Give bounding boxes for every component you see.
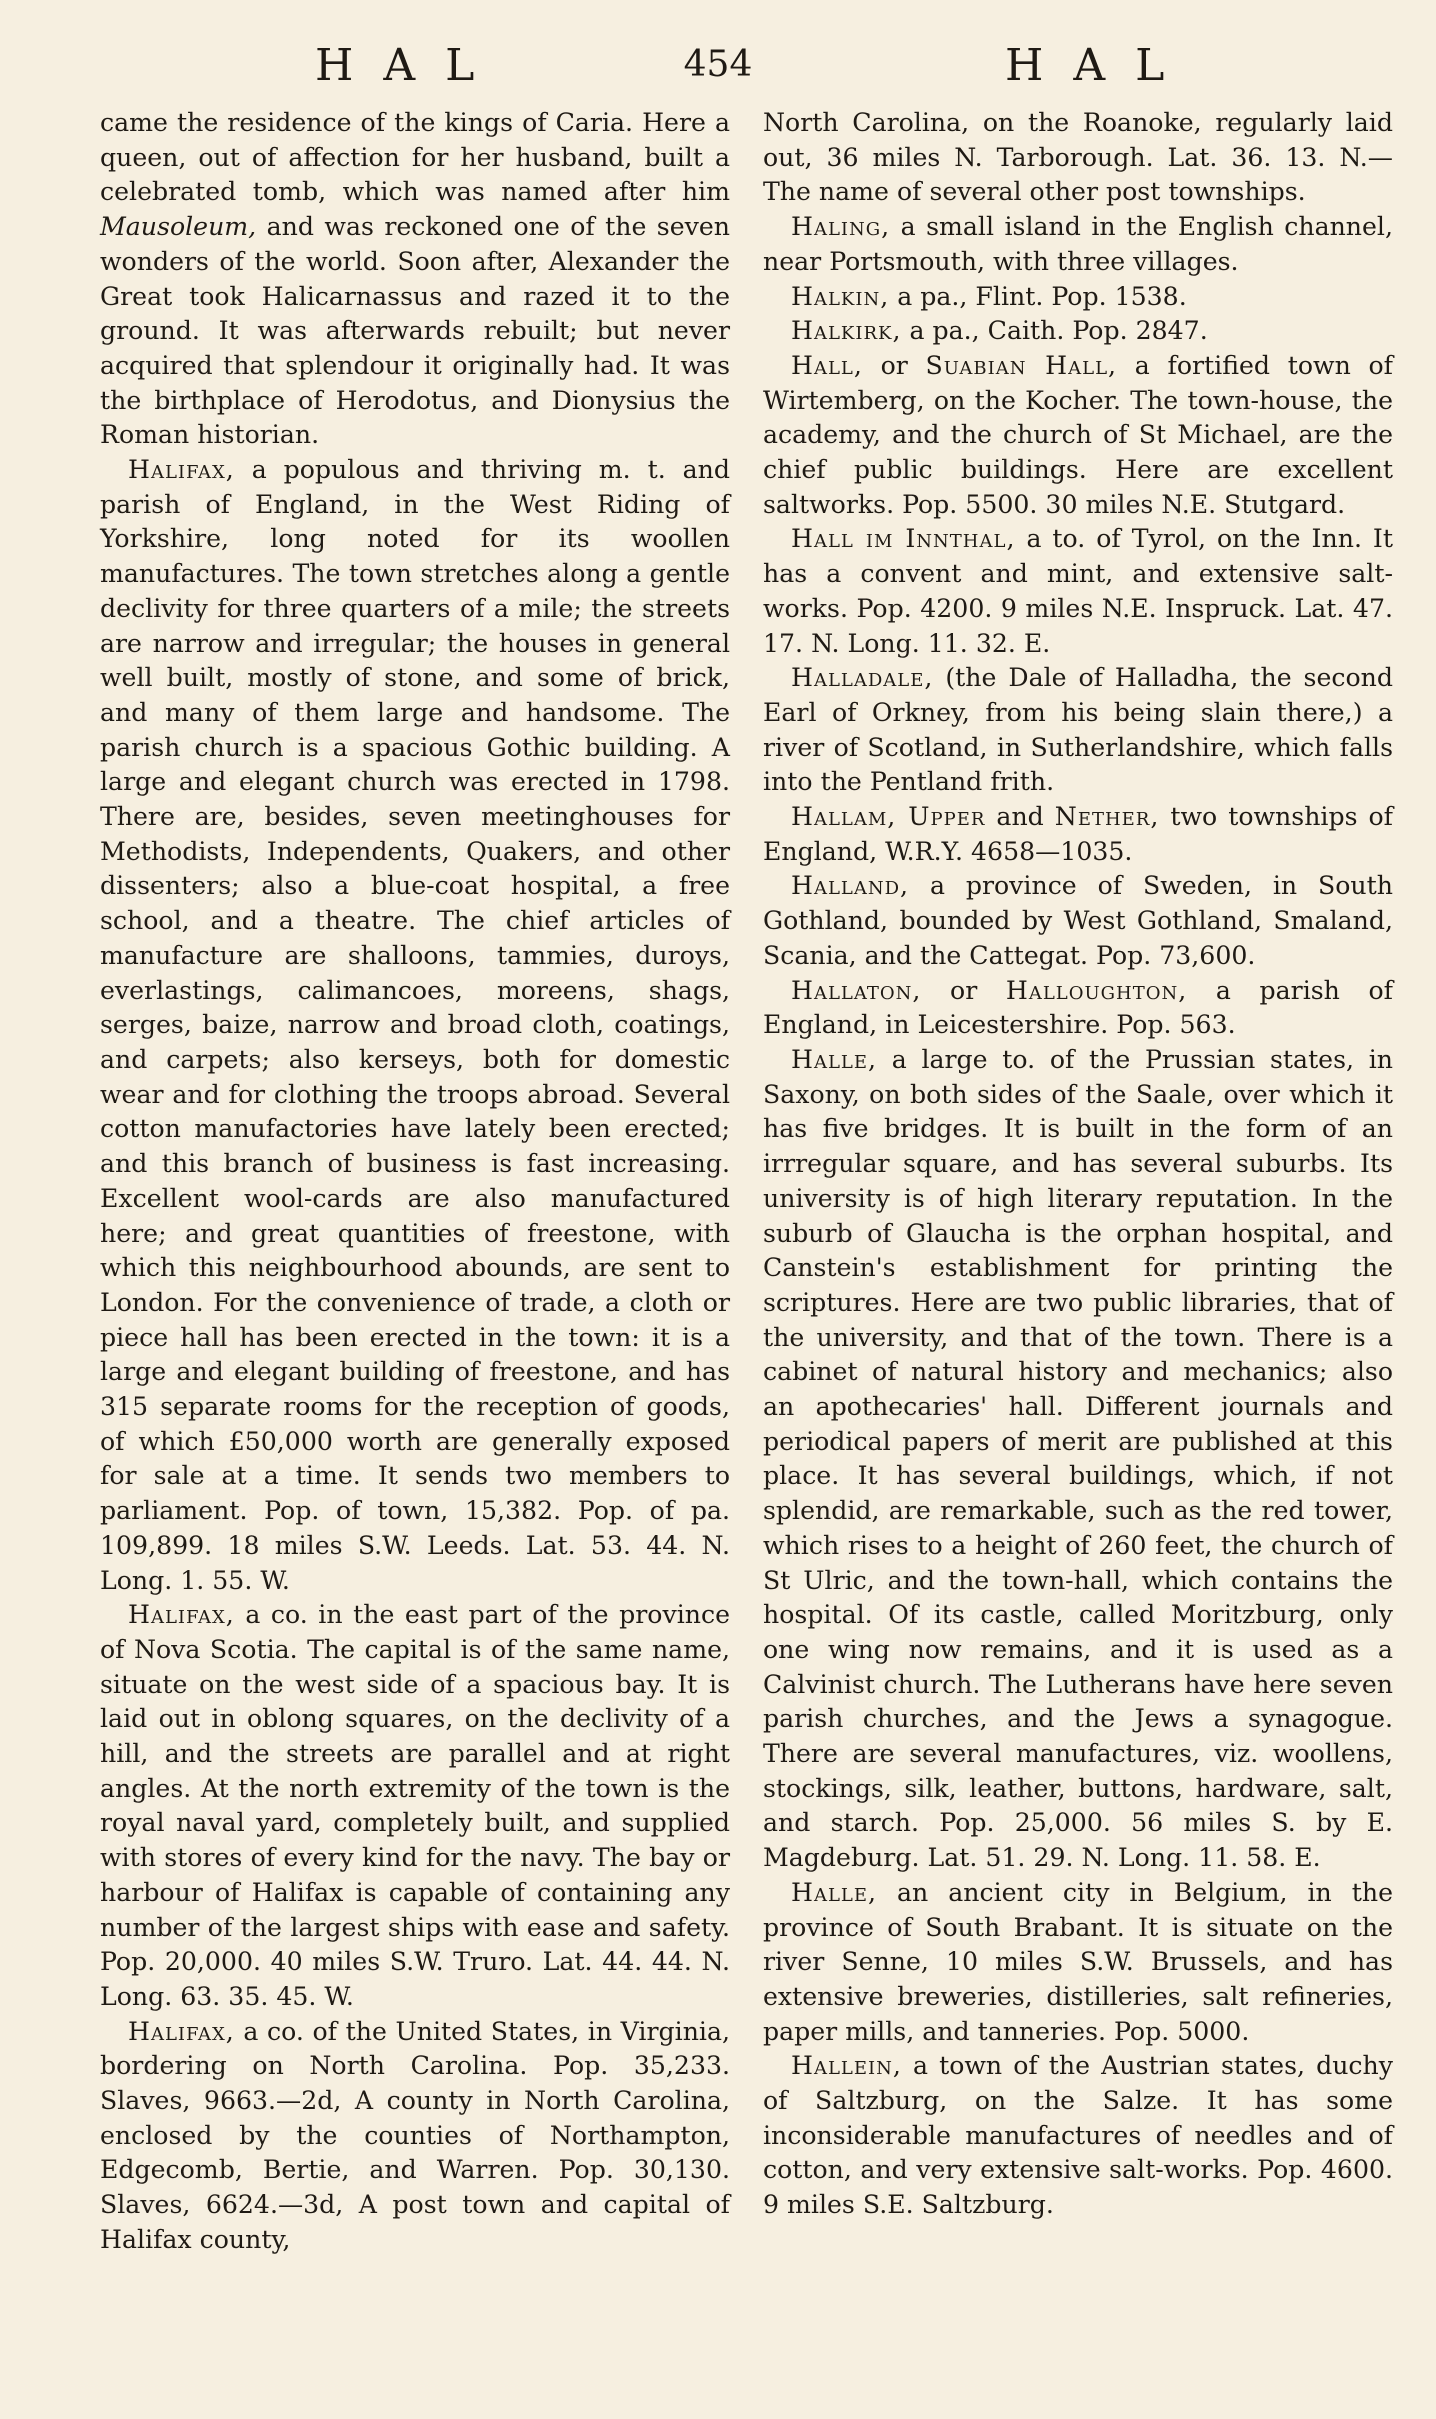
entry-text: a province of Sweden, in South Gothland, bounded by West Gothland, Smaland, Scania, and the Cattegat. Pop. 73,600. [763, 871, 1393, 970]
entry-text: and was reckoned one of the seven wonders of the world. Soon after, Alexander the Great took Halicarnassus and razed it to the ground. It was afterwards rebuilt; but never acquired that splendour it originally had. It was the birthplace of Herodotus, and Dionysius the Roman historian. [100, 212, 730, 450]
entry-halle-belgium [763, 1876, 1393, 2050]
entry-headword: Halloughton, [1005, 975, 1188, 1005]
entry-text: a large to. of the Prussian states, in Saxony, on both sides of the Saale, over which it has five bridges. It is built in the form of an irrregular square, and has several suburbs. Its university is of high literary reputation. In the suburb of Glaucha is the orphan hospital, and Canstein's establishment for printing the scriptures. Here are two public libraries, that of the university, and that of the town. There is a cabinet of natural history and mechanics; also an apothecaries' hall. Different journals and periodical papers of merit are published at this place. It has several buildings, which, if not splendid, are remarkable, such as the red tower, which rises to a height of 260 feet, the church of St Ulric, and the town-hall, which contains the hospital. Of its castle, called Moritzburg, only one wing now remains, and it is used as a Calvinist church. The Lutherans have here seven parish churches, and the Jews a synagogue. There are several manufactures, viz. woollens, stockings, silk, leather, buttons, hardware, salt, and starch. Pop. 25,000. 56 miles S. by E. Magdeburg. Lat. 51. 29. N. Long. 11. 58. E. [763, 1044, 1393, 1873]
entry-halkin [763, 280, 1393, 315]
entry-headword: Hallam, Upper [791, 802, 986, 832]
entry-text: two townships of England, W.R.Y. 4658—1035. [763, 802, 1393, 866]
entry-headword: Hall, [791, 350, 863, 380]
entry-headword: Hallaton, [791, 975, 922, 1005]
entry-hall-im-innthal [763, 522, 1393, 661]
entry-text: a town of the Austrian states, duchy of Saltzburg, on the Salze. It has some inconsiderable manufactures of needles and of cotton, and very extensive salt-works. Pop. 4600. 9 miles S.E. Saltzburg. [763, 2051, 1393, 2220]
entry-text: a populous and thriving m. t. and parish of England, in the West Riding of Yorkshire, long noted for its woollen manufactures. The town stretches along a gentle declivity for three quarters of a mile; the streets are narrow and irregular; the houses in general well built, mostly of stone, and some of brick, and many of them large and handsome. The parish church is a spacious Gothic building. A large and elegant church was erected in 1798. There are, besides, seven meetinghouses for Methodists, Independents, Quakers, and other dissenters; also a blue-coat hospital, a free school, and a theatre. The chief articles of manufacture are shalloons, tammies, duroys, everlastings, calimancoes, moreens, shags, serges, baize, narrow and broad cloth, coatings, and carpets; also kerseys, both for domestic wear and for clothing the troops abroad. Several cotton manufactories have lately been erected; and this branch of business is fast increasing. Excellent wool-cards are also manufactured here; and great quantities of freestone, with which this neighbourhood abounds, are sent to London. For the convenience of trade, a cloth or piece hall has been erected in the town: it is a large and elegant building of freestone, and has 315 separate rooms for the reception of goods, of which £50,000 worth are generally exposed for sale at a time. It sends two members to parliament. Pop. of town, 15,382. Pop. of pa. 109,899. 18 miles S.W. Leeds. Lat. 53. 44. N. Long. 1. 55. W. [100, 455, 730, 1595]
entry-text: North Carolina, on the Roanoke, regularly laid out, 36 miles N. Tarborough. Lat. 36. 13. N.—The name of several other post townships. [763, 108, 1393, 207]
entry-halle-prussia [763, 1043, 1393, 1876]
entry-text: an ancient city in Belgium, in the province of South Brabant. It is situate on the river Senne, 10 miles S.W. Brussels, and has extensive breweries, distilleries, salt refineries, paper mills, and tanneries. Pop. 5000. [763, 1877, 1393, 2046]
entry-halkirk [763, 314, 1393, 349]
entry-text: or [862, 350, 926, 380]
entry-text: (the Dale of Halladha, the second Earl of Orkney, from his being slain there,) a river of Scotland, in Sutherlandshire, which falls into the Pentland frith. [763, 663, 1393, 797]
entry-text: a small island in the English channel, near Portsmouth, with three villages. [763, 212, 1393, 276]
entry-hall [763, 349, 1393, 523]
entry-text: a co. of the United States, in Virginia, bordering on North Carolina. Pop. 35,233. Slaves, 9663.—2d, A county in North Carolina, enclosed by the counties of Northampton, Edgecomb, Bertie, and Warren. Pop. 30,130. Slaves, 6624.—3d, A post town and capital of Halifax county, [100, 2016, 730, 2254]
entry-text: came the residence of the kings of Caria. Here a queen, out of affection for her husband, built a celebrated tomb, which was named after him [100, 108, 730, 207]
entry-halifax-us [100, 2015, 730, 2258]
entry-headword: Hallein, [791, 2051, 902, 2081]
entry-halifax-england [100, 453, 730, 1598]
entry-text: a pa., Flint. Pop. 1538. [889, 281, 1187, 311]
entry-headword: Halifax, [128, 2016, 235, 2046]
entry-headword: Halle, [791, 1877, 878, 1907]
left-column [100, 106, 730, 2258]
entry-continuation [100, 106, 730, 453]
entry-text: a pa., Caith. Pop. 2847. [901, 316, 1208, 346]
entry-text: a to. of Tyrol, on the Inn. It has a convent and mint, and extensive salt-works. Pop. 4200. 9 miles N.E. Inspruck. Lat. 47. 17. N. Long. 11. 32. E. [763, 524, 1393, 658]
entry-text: and [985, 802, 1055, 832]
entry-headword: Halifax, [128, 1600, 235, 1630]
entry-haling [763, 210, 1393, 279]
entry-halland [763, 869, 1393, 973]
running-head-right: HAL [1005, 40, 1195, 91]
entry-headword: Hall im Innthal, [791, 524, 1016, 554]
entry-halladale [763, 661, 1393, 800]
entry-headword: Halle, [791, 1044, 878, 1074]
entry-hallam [763, 800, 1393, 869]
right-column [763, 106, 1393, 2223]
entry-headword: Halladale, [791, 663, 934, 693]
entry-hallaton [763, 974, 1393, 1043]
entry-halifax-nova-scotia [100, 1598, 730, 2014]
entry-text: a co. in the east part of the province of Nova Scotia. The capital is of the same name, situate on the west side of a spacious bay. It is laid out in oblong squares, on the declivity of a hill, and the streets are parallel and at right angles. At the north extremity of the town is the royal naval yard, completely built, and supplied with stores of every kind for the navy. The bay or harbour of Halifax is capable of containing any number of the largest ships with ease and safety. Pop. 20,000. 40 miles S.W. Truro. Lat. 44. 44. N. Long. 63. 35. 45. W. [100, 1600, 730, 2011]
entry-headword: Nether, [1054, 802, 1160, 832]
entry-headword: Halland, [791, 871, 910, 901]
page-number: 454 [683, 44, 753, 85]
entry-hallein [763, 2049, 1393, 2223]
entry-continuation [763, 106, 1393, 210]
entry-headword: Halkin, [791, 281, 890, 311]
running-head-left: HAL [315, 40, 505, 91]
entry-headword: Haling, [791, 212, 891, 242]
entry-italic: Mausoleum, [100, 212, 257, 242]
entry-headword: Suabian Hall, [925, 350, 1118, 380]
entry-text: a fortified town of Wirtemberg, on the Kocher. The town-house, the academy, and the church of St Michael, are the chief public buildings. Here are excellent saltworks. Pop. 5500. 30 miles N.E. Stutgard. [763, 350, 1393, 519]
entry-headword: Halkirk, [791, 316, 902, 346]
page-header [0, 40, 1436, 100]
entry-text: or [921, 975, 1006, 1005]
entry-headword: Halifax, [128, 455, 235, 485]
entry-text: a parish of England, in Leicestershire. Pop. 563. [763, 975, 1394, 1040]
